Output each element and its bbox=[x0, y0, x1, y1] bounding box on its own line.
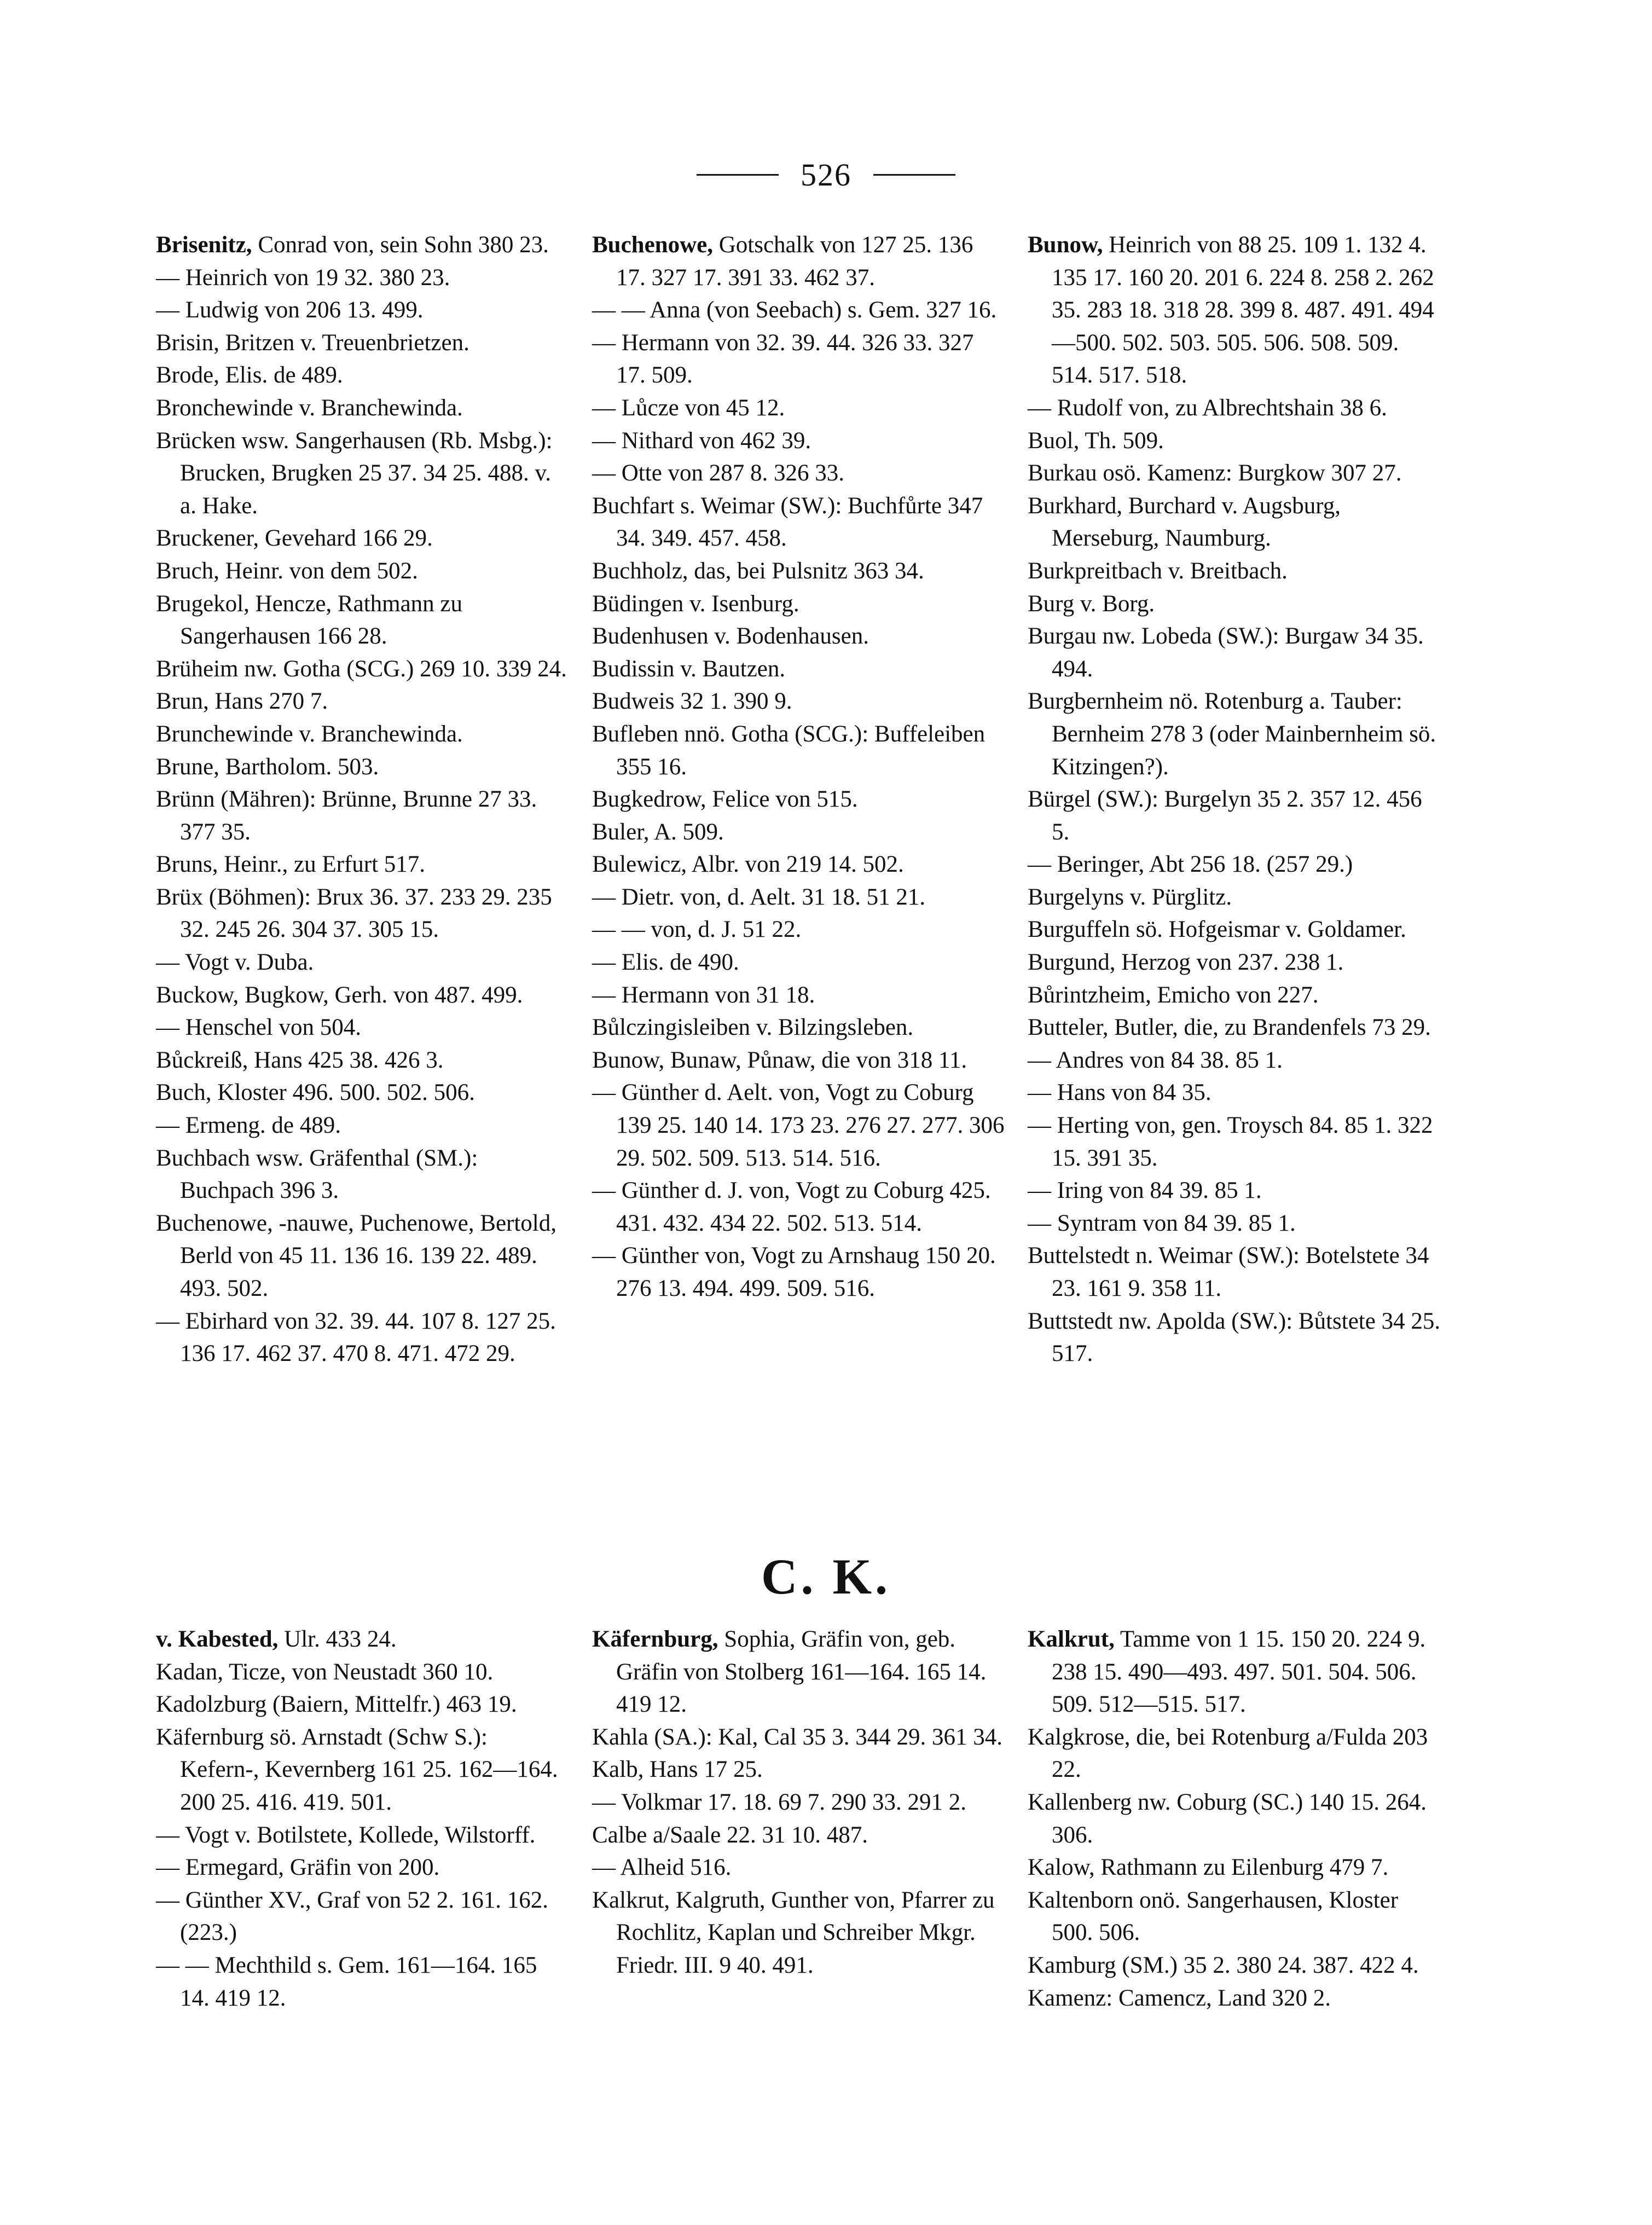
index-entry bbox=[1028, 1044, 1441, 1077]
left-rule bbox=[697, 174, 779, 176]
index-entry bbox=[592, 588, 1005, 621]
entry-text: — Alheid 516. bbox=[592, 1855, 732, 1881]
entry-text: Budweis 32 1. 390 9. bbox=[592, 688, 792, 715]
entry-text: Buttelstedt n. Weimar (SW.): Botelstete 34 23. 161 9. 358 11. bbox=[1028, 1243, 1429, 1301]
index-entry bbox=[1028, 1207, 1441, 1240]
index-entry bbox=[156, 1656, 569, 1689]
index-entry bbox=[592, 490, 1005, 555]
entry-text: — Andres von 84 38. 85 1. bbox=[1028, 1047, 1283, 1073]
entry-text: Brüheim nw. Gotha (SCG.) 269 10. 339 24. bbox=[156, 656, 567, 682]
index-entry bbox=[156, 294, 569, 327]
entry-text: — Iring von 84 39. 85 1. bbox=[1028, 1178, 1262, 1204]
entry-text: Bunow, Bunaw, Půnaw, die von 318 11. bbox=[592, 1047, 967, 1073]
entry-text: Kadan, Ticze, von Neustadt 360 10. bbox=[156, 1659, 494, 1685]
index-entry bbox=[156, 1109, 569, 1142]
index-entry bbox=[592, 1623, 1005, 1721]
index-entry bbox=[156, 1044, 569, 1077]
entry-text: Buler, A. 509. bbox=[592, 819, 724, 845]
index-entry bbox=[1028, 1076, 1441, 1109]
entry-text: Bruch, Heinr. von dem 502. bbox=[156, 558, 418, 584]
index-entry bbox=[1028, 1721, 1441, 1786]
entry-text: Bruckener, Gevehard 166 29. bbox=[156, 525, 433, 552]
entry-text: — Syntram von 84 39. 85 1. bbox=[1028, 1210, 1296, 1236]
index-entry bbox=[156, 946, 569, 979]
index-column-2 bbox=[592, 229, 1005, 1305]
entry-text: Buckow, Bugkow, Gerh. von 487. 499. bbox=[156, 982, 523, 1008]
entry-text: Brune, Bartholom. 503. bbox=[156, 754, 379, 780]
index-entry bbox=[156, 425, 569, 523]
index-column-3 bbox=[1028, 229, 1441, 1370]
index-entry bbox=[156, 1305, 569, 1370]
index-entry bbox=[1028, 1305, 1441, 1370]
entry-text: — Otte von 287 8. 326 33. bbox=[592, 460, 845, 486]
index-entry bbox=[156, 1142, 569, 1207]
index-entry bbox=[592, 392, 1005, 425]
entry-text: Kaltenborn onö. Sangerhausen, Kloster 500. 506. bbox=[1028, 1887, 1399, 1946]
index-entry bbox=[1028, 588, 1441, 621]
index-entry bbox=[592, 1753, 1005, 1786]
index-entry bbox=[156, 1688, 569, 1721]
index-entry bbox=[592, 685, 1005, 718]
entry-text: Bůckreiß, Hans 425 38. 426 3. bbox=[156, 1047, 444, 1073]
entry-text: — Günther d. Aelt. von, Vogt zu Coburg 139 25. 140 14. 173 23. 276 27. 277. 306 29. 502. 509. 513. 514. 516. bbox=[592, 1080, 1005, 1171]
index-entry bbox=[1028, 1949, 1441, 1982]
index-entry bbox=[156, 685, 569, 718]
entry-text: Bufleben nnö. Gotha (SCG.): Buffeleiben 355 16. bbox=[592, 721, 986, 780]
entry-text: Burgau nw. Lobeda (SW.): Burgaw 34 35. 494. bbox=[1028, 623, 1424, 682]
entry-text: Burkau osö. Kamenz: Burgkow 307 27. bbox=[1028, 460, 1402, 486]
index-entry bbox=[1028, 1982, 1441, 2015]
index-entry bbox=[156, 1207, 569, 1305]
index-entry bbox=[592, 979, 1005, 1012]
entry-text: Bronchewinde v. Branchewinda. bbox=[156, 395, 463, 421]
index-entry bbox=[592, 1011, 1005, 1044]
entry-headword: Käfernburg, bbox=[592, 1626, 718, 1652]
entry-text: — — Mechthild s. Gem. 161—164. 165 14. 419 12. bbox=[156, 1952, 537, 2011]
entry-text: Budissin v. Bautzen. bbox=[592, 656, 786, 682]
entry-headword: Bunow, bbox=[1028, 232, 1103, 258]
entry-text: Kalkrut, Kalgruth, Gunther von, Pfarrer zu Rochlitz, Kaplan und Schreiber Mkgr. Friedr. III. 9 40. 491. bbox=[592, 1887, 995, 1978]
index-entry bbox=[592, 913, 1005, 946]
entry-text: — Dietr. von, d. Aelt. 31 18. 51 21. bbox=[592, 884, 926, 910]
entry-text: Bugkedrow, Felice von 515. bbox=[592, 786, 858, 813]
index-entry bbox=[592, 783, 1005, 816]
index-entry bbox=[1028, 229, 1441, 392]
entry-text: Burkpreitbach v. Breitbach. bbox=[1028, 558, 1288, 584]
entry-text: Calbe a/Saale 22. 31 10. 487. bbox=[592, 1822, 868, 1848]
entry-text: Burkhard, Burchard v. Augsburg, Merseburg, Naumburg. bbox=[1028, 492, 1341, 552]
entry-headword: v. Kabested, bbox=[156, 1626, 279, 1652]
index-entry bbox=[1028, 1011, 1441, 1044]
index-entry bbox=[1028, 1851, 1441, 1884]
index-entry bbox=[1028, 555, 1441, 588]
index-entry bbox=[156, 1819, 569, 1852]
entry-headword: Kalkrut, bbox=[1028, 1626, 1115, 1652]
entry-text: — Günther XV., Graf von 52 2. 161. 162. (223.) bbox=[156, 1887, 548, 1946]
index-column-6 bbox=[1028, 1623, 1441, 2014]
index-entry bbox=[156, 1623, 569, 1656]
index-entry bbox=[592, 1174, 1005, 1239]
index-entry bbox=[156, 979, 569, 1012]
index-entry bbox=[1028, 392, 1441, 425]
index-column-4 bbox=[156, 1623, 569, 2014]
index-entry bbox=[156, 1949, 569, 2014]
index-entry bbox=[156, 653, 569, 686]
index-entry bbox=[592, 620, 1005, 653]
index-entry bbox=[1028, 1884, 1441, 1949]
index-entry bbox=[156, 1721, 569, 1819]
entry-text: Burgelyns v. Pürglitz. bbox=[1028, 884, 1232, 910]
entry-text: Burgund, Herzog von 237. 238 1. bbox=[1028, 949, 1344, 976]
entry-text: Brode, Elis. de 489. bbox=[156, 362, 343, 389]
index-entry bbox=[592, 229, 1005, 294]
entry-text: Buchenowe, -nauwe, Puchenowe, Bertold, Berld von 45 11. 136 16. 139 22. 489. 493. 502. bbox=[156, 1210, 557, 1301]
page-number-text: 526 bbox=[801, 157, 851, 193]
index-entry bbox=[592, 1044, 1005, 1077]
entry-text: — Beringer, Abt 256 18. (257 29.) bbox=[1028, 851, 1353, 878]
index-entry bbox=[156, 522, 569, 555]
entry-text: — — Anna (von Seebach) s. Gem. 327 16. bbox=[592, 297, 997, 323]
index-entry bbox=[592, 1786, 1005, 1819]
index-entry bbox=[592, 848, 1005, 881]
entry-text: — Rudolf von, zu Albrechtshain 38 6. bbox=[1028, 395, 1387, 421]
entry-text: — Heinrich von 19 32. 380 23. bbox=[156, 264, 450, 291]
index-entry bbox=[156, 229, 569, 262]
index-entry bbox=[156, 392, 569, 425]
index-entry bbox=[156, 751, 569, 784]
entry-text: — Hermann von 31 18. bbox=[592, 982, 815, 1008]
index-entry bbox=[592, 718, 1005, 783]
entry-text: Brisin, Britzen v. Treuenbrietzen. bbox=[156, 329, 469, 356]
index-entry bbox=[156, 1076, 569, 1109]
entry-text: — Lůcze von 45 12. bbox=[592, 395, 785, 421]
entry-text: Brunchewinde v. Branchewinda. bbox=[156, 721, 463, 747]
index-entry bbox=[156, 359, 569, 392]
index-entry bbox=[592, 327, 1005, 392]
index-entry bbox=[1028, 783, 1441, 848]
index-entry bbox=[592, 294, 1005, 327]
entry-text: — — von, d. J. 51 22. bbox=[592, 917, 802, 943]
index-entry bbox=[1028, 457, 1441, 490]
index-entry bbox=[592, 816, 1005, 849]
entry-text: Kamenz: Camencz, Land 320 2. bbox=[1028, 1985, 1331, 2011]
entry-text: Tamme von 1 15. 150 20. 224 9. 238 15. 490—493. 497. 501. 504. 506. 509. 512—515. 517. bbox=[1052, 1626, 1426, 1718]
right-rule bbox=[873, 174, 955, 176]
index-entry bbox=[1028, 490, 1441, 555]
entry-text: — Ermeng. de 489. bbox=[156, 1112, 341, 1139]
index-entry bbox=[1028, 1239, 1441, 1305]
entry-text: — Ebirhard von 32. 39. 44. 107 8. 127 25. 136 17. 462 37. 470 8. 471. 472 29. bbox=[156, 1308, 556, 1367]
entry-text: — Henschel von 504. bbox=[156, 1015, 361, 1041]
entry-text: Gotschalk von 127 25. 136 17. 327 17. 391 33. 462 37. bbox=[616, 232, 973, 291]
index-entry bbox=[592, 881, 1005, 914]
entry-text: Bůrintzheim, Emicho von 227. bbox=[1028, 982, 1319, 1008]
entry-text: Büdingen v. Isenburg. bbox=[592, 590, 799, 617]
entry-text: Bůlczingisleiben v. Bilzingsleben. bbox=[592, 1015, 914, 1041]
entry-text: Butteler, Butler, die, zu Brandenfels 73 29. bbox=[1028, 1015, 1431, 1041]
index-entry bbox=[156, 327, 569, 360]
entry-text: Kallenberg nw. Coburg (SC.) 140 15. 264. 306. bbox=[1028, 1789, 1427, 1848]
index-entry bbox=[1028, 848, 1441, 881]
entry-text: — Günther d. J. von, Vogt zu Coburg 425. 431. 432. 434 22. 502. 513. 514. bbox=[592, 1178, 991, 1236]
entry-text: Burguffeln sö. Hofgeismar v. Goldamer. bbox=[1028, 917, 1406, 943]
index-entry bbox=[156, 1884, 569, 1949]
index-entry bbox=[156, 783, 569, 848]
index-entry bbox=[1028, 1786, 1441, 1851]
entry-text: Buchbach wsw. Gräfenthal (SM.): Buchpach 396 3. bbox=[156, 1145, 478, 1204]
index-entry bbox=[592, 1239, 1005, 1305]
index-entry bbox=[1028, 979, 1441, 1012]
index-entry bbox=[1028, 685, 1441, 783]
entry-headword: Brisenitz, bbox=[156, 232, 252, 258]
entry-text: Bulewicz, Albr. von 219 14. 502. bbox=[592, 851, 904, 878]
entry-text: Kalow, Rathmann zu Eilenburg 479 7. bbox=[1028, 1855, 1389, 1881]
entry-text: — Hans von 84 35. bbox=[1028, 1080, 1212, 1106]
index-entry bbox=[592, 1884, 1005, 1982]
entry-text: Conrad von, sein Sohn 380 23. bbox=[252, 232, 549, 258]
index-entry bbox=[592, 457, 1005, 490]
entry-text: Kalgkrose, die, bei Rotenburg a/Fulda 203 22. bbox=[1028, 1724, 1428, 1783]
index-column-1 bbox=[156, 229, 569, 1370]
entry-text: Brun, Hans 270 7. bbox=[156, 688, 328, 715]
page-number bbox=[0, 157, 1652, 193]
index-column-5 bbox=[592, 1623, 1005, 1982]
entry-text: Ulr. 433 24. bbox=[278, 1626, 397, 1652]
index-entry bbox=[1028, 946, 1441, 979]
index-entry bbox=[156, 718, 569, 751]
entry-text: — Herting von, gen. Troysch 84. 85 1. 322 15. 391 35. bbox=[1028, 1112, 1433, 1171]
index-entry bbox=[592, 946, 1005, 979]
index-entry bbox=[1028, 1174, 1441, 1207]
index-entry bbox=[592, 1851, 1005, 1884]
entry-text: Buchfart s. Weimar (SW.): Buchfůrte 347 34. 349. 457. 458. bbox=[592, 492, 983, 552]
entry-text: — Günther von, Vogt zu Arnshaug 150 20. 276 13. 494. 499. 509. 516. bbox=[592, 1243, 996, 1301]
entry-text: Brünn (Mähren): Brünne, Brunne 27 33. 377 35. bbox=[156, 786, 537, 845]
entry-text: Buch, Kloster 496. 500. 502. 506. bbox=[156, 1080, 475, 1106]
entry-text: — Vogt v. Botilstete, Kollede, Wilstorff. bbox=[156, 1822, 536, 1848]
entry-text: — Hermann von 32. 39. 44. 326 33. 327 17. 509. bbox=[592, 329, 974, 389]
entry-text: Kahla (SA.): Kal, Cal 35 3. 344 29. 361 34. bbox=[592, 1724, 1003, 1750]
entry-text: Heinrich von 88 25. 109 1. 132 4. 135 17. 160 20. 201 6. 224 8. 258 2. 262 35. 283 18. 318 28. 399 8. 487. 491. 494—500. 502. 503. 505. 506. 508. 509. 514. 517. 518. bbox=[1052, 232, 1434, 389]
entry-text: Käfernburg sö. Arnstadt (Schw S.): Kefern-, Kevernberg 161 25. 162—164. 200 25. 416. 419. 501. bbox=[156, 1724, 558, 1815]
index-entry bbox=[592, 653, 1005, 686]
entry-text: — Ermegard, Gräfin von 200. bbox=[156, 1855, 440, 1881]
entry-text: Brücken wsw. Sangerhausen (Rb. Msbg.): Brucken, Brugken 25 37. 34 25. 488. v. a. Hake. bbox=[156, 427, 553, 519]
entry-text: Kadolzburg (Baiern, Mittelfr.) 463 19. bbox=[156, 1691, 517, 1718]
entry-text: Buol, Th. 509. bbox=[1028, 427, 1164, 454]
index-entry bbox=[1028, 1623, 1441, 1721]
index-entry bbox=[156, 1851, 569, 1884]
entry-text: — Volkmar 17. 18. 69 7. 290 33. 291 2. bbox=[592, 1789, 967, 1815]
index-entry bbox=[156, 555, 569, 588]
index-entry bbox=[592, 1721, 1005, 1754]
entry-text: Sophia, Gräfin von, geb. Gräfin von Stolberg 161—164. 165 14. 419 12. bbox=[616, 1626, 987, 1718]
index-entry bbox=[156, 881, 569, 946]
index-entry bbox=[156, 848, 569, 881]
entry-text: Buchholz, das, bei Pulsnitz 363 34. bbox=[592, 558, 924, 584]
index-entry bbox=[592, 1819, 1005, 1852]
index-entry bbox=[1028, 620, 1441, 685]
entry-text: Kamburg (SM.) 35 2. 380 24. 387. 422 4. bbox=[1028, 1952, 1419, 1978]
index-entry bbox=[156, 588, 569, 653]
entry-text: Buttstedt nw. Apolda (SW.): Bůtstete 34 25. 517. bbox=[1028, 1308, 1441, 1367]
index-entry bbox=[592, 1076, 1005, 1174]
section-heading: C. K. bbox=[761, 1549, 891, 1604]
entry-text: Brüx (Böhmen): Brux 36. 37. 233 29. 235 32. 245 26. 304 37. 305 15. bbox=[156, 884, 552, 943]
entry-text: Budenhusen v. Bodenhausen. bbox=[592, 623, 869, 650]
index-entry bbox=[592, 555, 1005, 588]
entry-text: Kalb, Hans 17 25. bbox=[592, 1757, 763, 1783]
index-entry bbox=[1028, 1109, 1441, 1174]
entry-text: Burg v. Borg. bbox=[1028, 590, 1155, 617]
entry-headword: Buchenowe, bbox=[592, 232, 713, 258]
entry-text: Bürgel (SW.): Burgelyn 35 2. 357 12. 456 5. bbox=[1028, 786, 1422, 845]
entry-text: Brugekol, Hencze, Rathmann zu Sangerhausen 166 28. bbox=[156, 590, 463, 650]
index-entry bbox=[156, 1011, 569, 1044]
entry-text: Burgbernheim nö. Rotenburg a. Tauber: Bernheim 278 3 (oder Mainbernheim sö. Kitzingen?). bbox=[1028, 688, 1436, 780]
index-entry bbox=[1028, 913, 1441, 946]
entry-text: — Nithard von 462 39. bbox=[592, 427, 811, 454]
entry-text: Bruns, Heinr., zu Erfurt 517. bbox=[156, 851, 426, 878]
entry-text: — Vogt v. Duba. bbox=[156, 949, 314, 976]
index-entry bbox=[156, 262, 569, 294]
index-entry bbox=[1028, 881, 1441, 914]
index-entry bbox=[1028, 425, 1441, 457]
index-entry bbox=[592, 425, 1005, 457]
entry-text: — Elis. de 490. bbox=[592, 949, 739, 976]
entry-text: — Ludwig von 206 13. 499. bbox=[156, 297, 424, 323]
